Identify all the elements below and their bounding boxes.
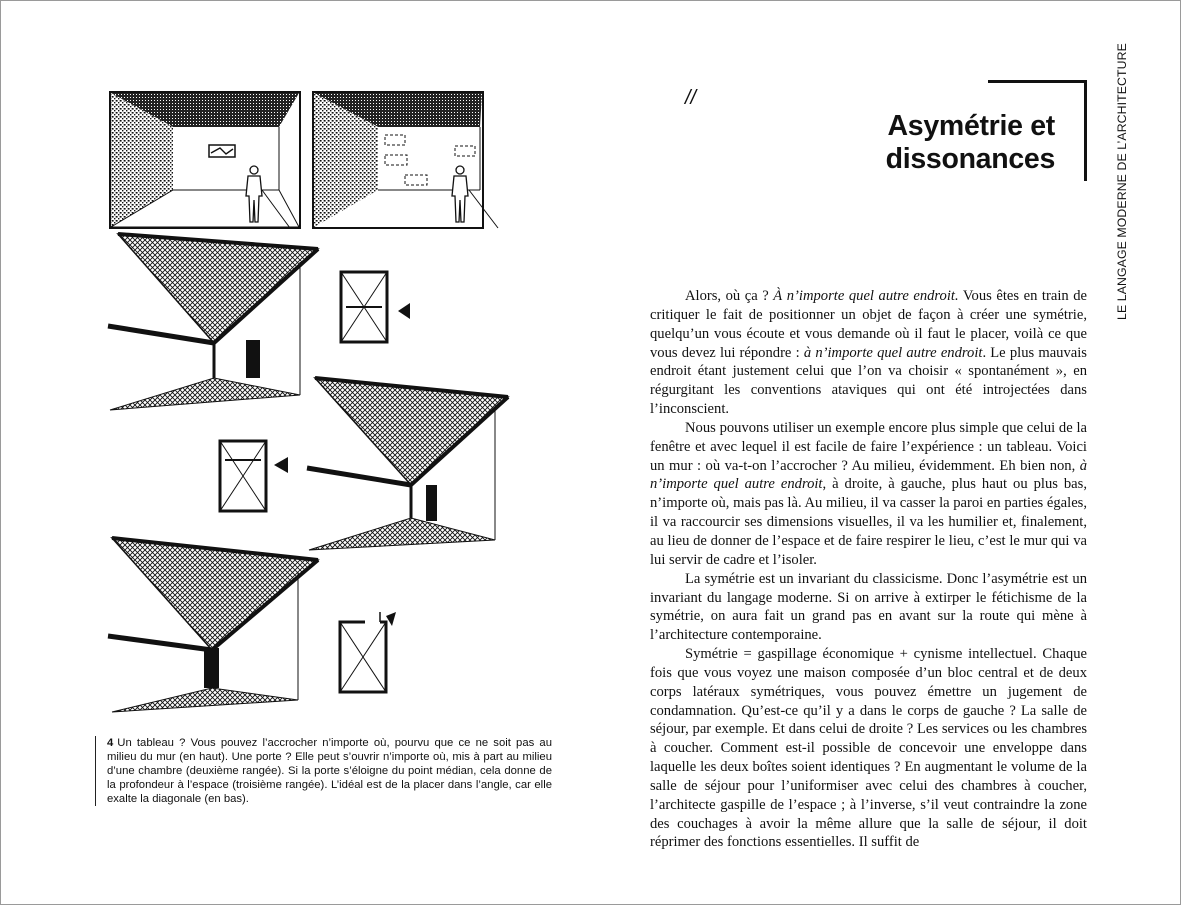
section-mark: // [685,87,697,109]
text-run: . Le plus mauvais endroit étant justement celui que l’on va choisir « spontanément », en régurgitant les conventions ataviques qui ont été introjectées dans l’inconscient. [650,344,1087,418]
text-run: Vous êtes en train de critiquer le fait de positionner un objet de façon à créer une symétrie, quelqu’un vous écoute et vous demande où il faut le placer, voilà ce que vous devez lui répondre : [650,288,1087,361]
room-door-centered [108,234,318,410]
text-run: , à droite, à gauche, plus haut ou plus bas, n’importe où, mais pas là. Au milieu, il va casser la paroi en parties égales, il va raccourcir ses dimensions visuelles, il va les humilier et, finalement, au lieu de donner de l’espace et de faire respirer le lieu, c’est le mur qui va lui servir de cadre et l’isoler. [650,476,1087,568]
running-head-text: LE LANGAGE MODERNE DE L’ARCHITECTURE [1115,43,1129,320]
plan-door-offcenter [220,441,288,511]
plan-door-centered [341,272,410,342]
caption-number: 4 [107,737,114,749]
paragraph [650,287,1087,419]
chapter-title-line1: Asymétrie et [887,110,1055,142]
room-door-corner [108,538,318,712]
chapter-title [790,110,1055,176]
italic-text: À n’importe quel autre endroit. [773,288,959,304]
room-door-offcenter [307,378,508,550]
paragraph [650,419,1087,570]
left-page [0,0,590,905]
plan-door-corner [340,612,396,692]
text-run: Nous pouvons utiliser un exemple encore plus simple que celui de la fenêtre et avec lequel il est facile de faire l’expérience : un tableau. Voici un mur : où va-t-on l’accrocher ? Au milieu, évidemment. Eh bien non, [650,419,1087,474]
text-run: La symétrie est un invariant du classicisme. Donc l’asymétrie est un invariant du langage moderne. Si on arrive à extirper le fétichisme de la symétrie, on aura fait un grand pas en avant sur la route qui mène à l’architecture contemporaine. [650,570,1087,644]
room-picture-centered [110,92,300,228]
paragraph [650,645,1087,852]
text-run: Alors, où ça ? [685,288,774,304]
right-page [590,0,1181,905]
figure-illustrations [0,0,590,730]
italic-text: à n’importe quel autre endroit [803,344,983,361]
body-text [650,287,1087,852]
chapter-title-line2: dissonances [885,143,1055,175]
running-head [1115,43,1145,320]
room-picture-alternatives [313,92,498,228]
caption-text: Un tableau ? Vous pouvez l’accrocher n’importe où, pourvu que ce ne soit pas au milieu du mur (en haut). Une porte ? Elle peut s’ouvrir n’importe où, mis à part au milieu d’une chambre (deuxième rangée). Si la porte s’éloigne du point médian, cela donne de la profondeur à l’espace (troisième rangée). L’idéal est de la placer dans l’angle, car elle exalte la diagonale (en bas). [107,737,552,806]
italic-text: à n’importe quel autre endroit [650,457,1087,493]
figure-caption [95,736,552,806]
paragraph [650,570,1087,645]
text-run: Symétrie = gaspillage économique + cynisme intellectuel. Chaque fois que vous voyez une maison composée d’un bloc central et de deux corps latéraux symétriques, vous pouvez émettre un jugement de condamnation. Qu’est-ce qu’il y a dans le corps de gauche ? La salle de séjour, par exemple. Et dans celui de droite ? Les services ou les chambres à coucher. Comment est-il possible de concevoir une enveloppe dans laquelle les deux boîtes soient identiques ? En augmentant le volume de la salle de séjour pour l’uniformiser avec celui des chambres à coucher, l’architecte gaspille de l’espace ; à l’inverse, s’il veut contraindre la zone des couchages à avoir la même allure que la salle de séjour, il doit réprimer des fonctions essentielles. Il suffit de [650,646,1087,851]
